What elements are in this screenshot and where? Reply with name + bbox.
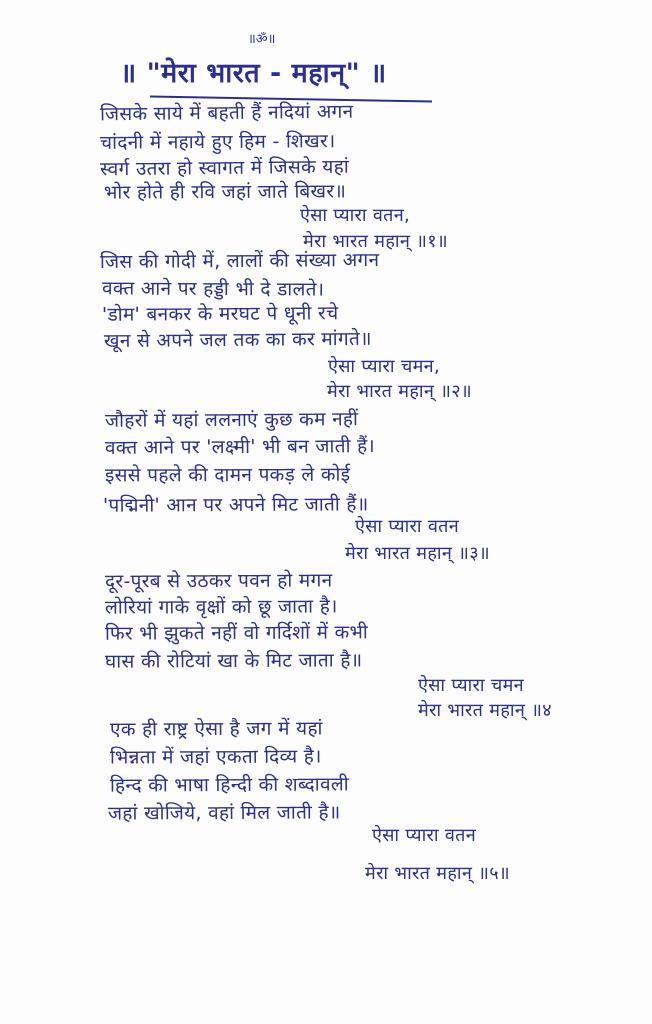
stanza-3-line-3: इससे पहले की दामन पकड़ ले कोई [104,463,351,487]
stanza-2-refrain-1: ऐसा प्यारा चमन, [328,356,440,377]
stanza-5-refrain-2: मेरा भारत महान् ॥५॥ [365,863,510,884]
stanza-1-line-2: चांदनी में नहाये हुए हिम - शिखर। [99,130,336,154]
stanza-1-refrain-1: ऐसा प्यारा वतन, [300,205,411,226]
stanza-5-line-4: जहां खोजिये, वहां मिल जाती है॥ [107,801,341,825]
stanza-1-line-1: जिसके साये में बहती हैं नदियां अगन [99,100,354,126]
stanza-4-refrain-2: मेरा भारत महान् ॥४ [418,700,552,721]
stanza-4-line-3: फिर भी झुकते नहीं वो गर्दिशों में कभी [104,621,369,645]
poem-title: ॥ "मेरा भारत - महान्" ॥ [120,58,387,89]
stanza-3-refrain-1: ऐसा प्यारा वतन [355,516,460,537]
stanza-2-line-4: खून से अपने जल तक का कर मांगते॥ [103,327,372,353]
stanza-2-line-2: वक्त आने पर हड्डी भी दे डालते। [101,277,325,301]
stanza-3-line-1: जौहरों में यहां ललनाएं कुछ कम नहीं [104,408,359,432]
stanza-2-refrain-2: मेरा भारत महान् ॥२॥ [327,381,472,402]
stanza-5-line-2: भिन्नता में जहां एकता दिव्य है। [109,745,322,769]
stanza-1-line-4: भोर होते ही रवि जहां जाते बिखर॥ [103,180,347,204]
stanza-5-line-1: एक ही राष्ट्र ऐसा है जग में यहां [109,717,323,741]
stanza-4-refrain-1: ऐसा प्यारा चमन [418,675,524,696]
stanza-3-refrain-2: मेरा भारत महान् ॥३॥ [345,543,490,564]
stanza-4-line-1: दूर-पूरब से उठकर पवन हो मगन [104,569,333,593]
stanza-2-line-3: 'डोम' बनकर के मरघट पे धूनी रचे [101,302,339,326]
stanza-5-refrain-1: ऐसा प्यारा वतन [372,825,477,846]
stanza-1-line-3: स्वर्ग उतरा हो स्वागत में जिसके यहां [99,155,350,181]
stanza-3-line-2: वक्त आने पर 'लक्ष्मी' भी बन जाती हैं। [104,435,376,459]
stanza-1-refrain-2: मेरा भारत महान् ॥१॥ [303,231,448,252]
top-mark: ॥ॐ॥ [248,32,276,47]
stanza-3-line-4: 'पद्मिनी' आन पर अपने मिट जाती हैं॥ [102,493,369,517]
stanza-5-line-3: हिन्द की भाषा हिन्दी की शब्दावली [109,773,349,797]
stanza-2-line-1: जिस की गोदी में, लालों की संख्या अगन [99,249,380,273]
stanza-4-line-4: घास की रोटियां खा के मिट जाता है॥ [104,649,363,673]
stanza-4-line-2: लोरियां गाके वृक्षों को छू जाता है। [104,595,338,619]
